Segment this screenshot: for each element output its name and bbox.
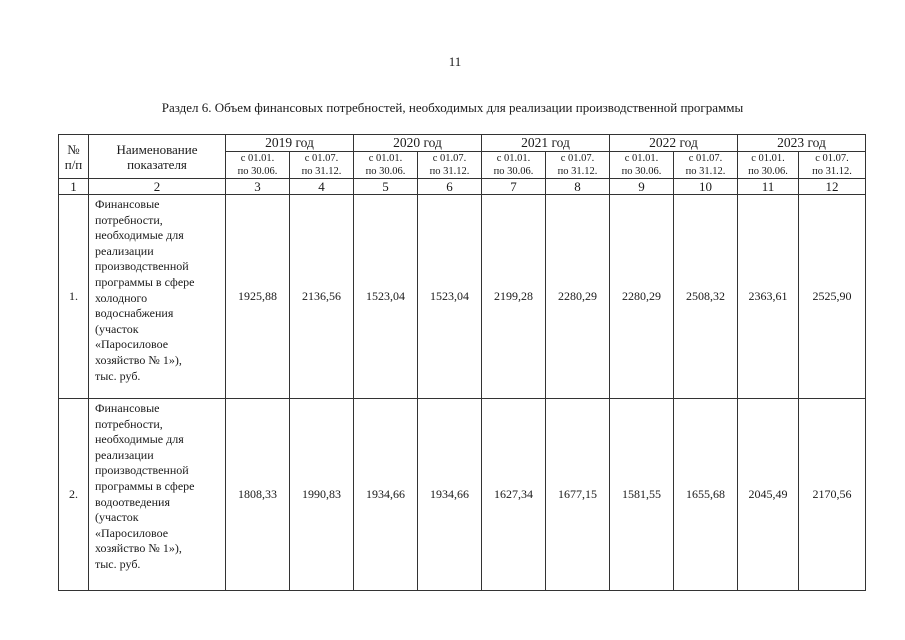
column-number: 6 [418,179,482,195]
column-header-year: 2020 год [354,135,482,152]
value-cell: 1523,04 [418,195,482,399]
column-number: 5 [354,179,418,195]
column-header-number: № п/п [59,135,89,179]
value-cell: 2280,29 [610,195,674,399]
value-cell: 1934,66 [418,399,482,591]
header-row-years [59,135,866,152]
indicator-name: Финансовые потребности, необходимые для реализации производственной программы в сфере водоотведения (участок «Паросиловое хозяйство № 1»), тыс. руб. [89,399,226,591]
value-cell: 1677,15 [546,399,610,591]
page-number: 11 [448,54,462,69]
column-number: 7 [482,179,546,195]
column-header-period: с 01.01. по 30.06. [610,152,674,179]
value-cell: 2045,49 [738,399,799,591]
column-number: 12 [799,179,866,195]
value-cell: 1523,04 [354,195,418,399]
column-header-year: 2023 год [738,135,866,152]
value-cell: 2363,61 [738,195,799,399]
column-header-period: с 01.07. по 31.12. [418,152,482,179]
value-cell: 2508,32 [674,195,738,399]
value-cell: 1808,33 [226,399,290,591]
column-header-period: с 01.01. по 30.06. [738,152,799,179]
value-cell: 2280,29 [546,195,610,399]
indicator-name: Финансовые потребности, необходимые для реализации производственной программы в сфере холодного водоснабжения (участок «Паросиловое хозяйство № 1»), тыс. руб. [89,195,226,399]
value-cell: 2525,90 [799,195,866,399]
value-cell: 2136,56 [290,195,354,399]
column-number: 11 [738,179,799,195]
column-header-period: с 01.07. по 31.12. [674,152,738,179]
column-number-row [59,179,866,195]
column-number: 8 [546,179,610,195]
financial-needs-table [58,134,866,591]
column-header-period: с 01.07. по 31.12. [799,152,866,179]
column-number: 9 [610,179,674,195]
table-row [59,195,866,399]
column-header-year: 2022 год [610,135,738,152]
value-cell: 1925,88 [226,195,290,399]
value-cell: 1990,83 [290,399,354,591]
column-header-period: с 01.01. по 30.06. [482,152,546,179]
column-header-year: 2019 год [226,135,354,152]
column-number: 1 [59,179,89,195]
table-row [59,399,866,591]
value-cell: 2199,28 [482,195,546,399]
column-number: 3 [226,179,290,195]
column-number: 10 [674,179,738,195]
column-number: 4 [290,179,354,195]
column-header-period: с 01.01. по 30.06. [354,152,418,179]
value-cell: 2170,56 [799,399,866,591]
section-title: Раздел 6. Объем финансовых потребностей, необходимых для реализации производственной программы [161,100,744,115]
value-cell: 1581,55 [610,399,674,591]
column-header-year: 2021 год [482,135,610,152]
column-number: 2 [89,179,226,195]
value-cell: 1655,68 [674,399,738,591]
column-header-period: с 01.07. по 31.12. [290,152,354,179]
row-number: 2. [59,399,89,591]
column-header-name: Наименование показателя [89,135,226,179]
value-cell: 1934,66 [354,399,418,591]
column-header-period: с 01.01. по 30.06. [226,152,290,179]
value-cell: 1627,34 [482,399,546,591]
row-number: 1. [59,195,89,399]
column-header-period: с 01.07. по 31.12. [546,152,610,179]
